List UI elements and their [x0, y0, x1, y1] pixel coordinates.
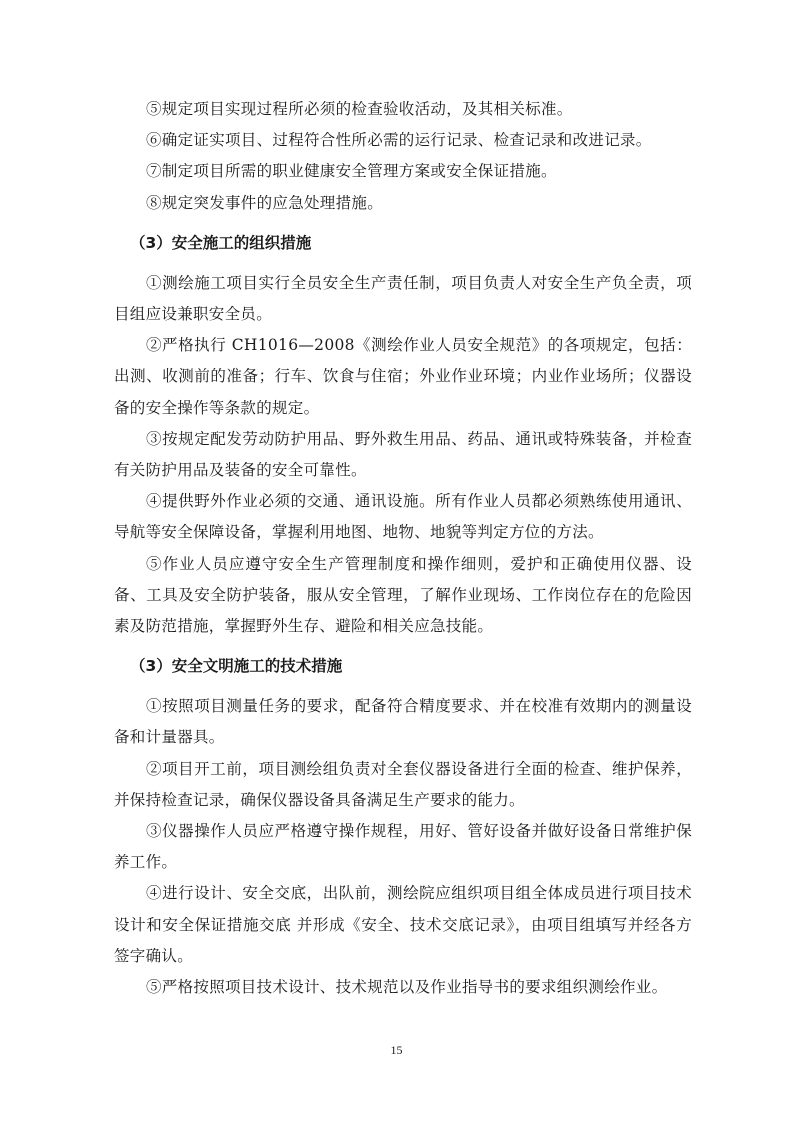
- list-item: ④提供野外作业必须的交通、通讯设施。所有作业人员都必须熟练使用通讯、导航等安全保障设备，掌握利用地图、地物、地貌等判定方位的方法。: [114, 492, 692, 542]
- section-heading-organizational-measures: （3）安全施工的组织措施: [130, 233, 312, 252]
- list-item: ③按规定配发劳动防护用品、野外救生用品、药品、通讯或特殊装备，并检查有关防护用品及装备的安全可靠性。: [114, 429, 692, 480]
- list-item: ⑤规定项目实现过程所必须的检查验收活动，及其相关标准。: [146, 100, 573, 118]
- list-item: ⑤严格按照项目技术设计、技术规范以及作业指导书的要求组织测绘作业。: [146, 978, 668, 997]
- list-item: ②项目开工前，项目测绘组负责对全套仪器设备进行全面的检查、维护保养，并保持检查记录，确保仪器设备具备满足生产要求的能力。: [114, 759, 692, 809]
- list-item: ①按照项目测量任务的要求，配备符合精度要求、并在校准有效期内的测量设备和计量器具。: [114, 697, 692, 747]
- list-item: ⑤作业人员应遵守安全生产管理制度和操作细则，爱护和正确使用仪器、设备、工具及安全防护装备，服从安全管理，了解作业现场、工作岗位存在的危险因素及防范措施，掌握野外生存、避险和相关应急技能。: [114, 554, 692, 636]
- list-item: ⑧规定突发事件的应急处理措施。: [146, 193, 384, 212]
- document-page: [114, 94, 692, 1003]
- section-heading-technical-measures: （3）安全文明施工的技术措施: [130, 657, 343, 676]
- list-item: ④进行设计、安全交底，出队前，测绘院应组织项目组全体成员进行项目技术设计和安全保证措施交底 并形成《安全、技术交底记录》，由项目组填写并经各方签字确认。: [114, 884, 692, 965]
- list-item: ①测绘施工项目实行全员安全生产责任制，项目负责人对安全生产负全责，项目组应设兼职安全员。: [114, 273, 692, 324]
- page-number: 15: [390, 1043, 403, 1057]
- list-item: ⑥确定证实项目、过程符合性所必需的运行记录、检查记录和改进记录。: [146, 131, 652, 150]
- list-item: ③仪器操作人员应严格遵守操作规程，用好、管好设备并做好设备日常维护保养工作。: [114, 822, 692, 872]
- list-item: ⑦制定项目所需的职业健康安全管理方案或安全保证措施。: [146, 162, 557, 181]
- list-item: ②严格执行 CH1016—2008《测绘作业人员安全规范》的各项规定，包括：出测、收测前的准备；行车、饮食与住宿；外业作业环境；内业作业场所；仪器设备的安全操作等条款的规定。: [114, 336, 692, 417]
